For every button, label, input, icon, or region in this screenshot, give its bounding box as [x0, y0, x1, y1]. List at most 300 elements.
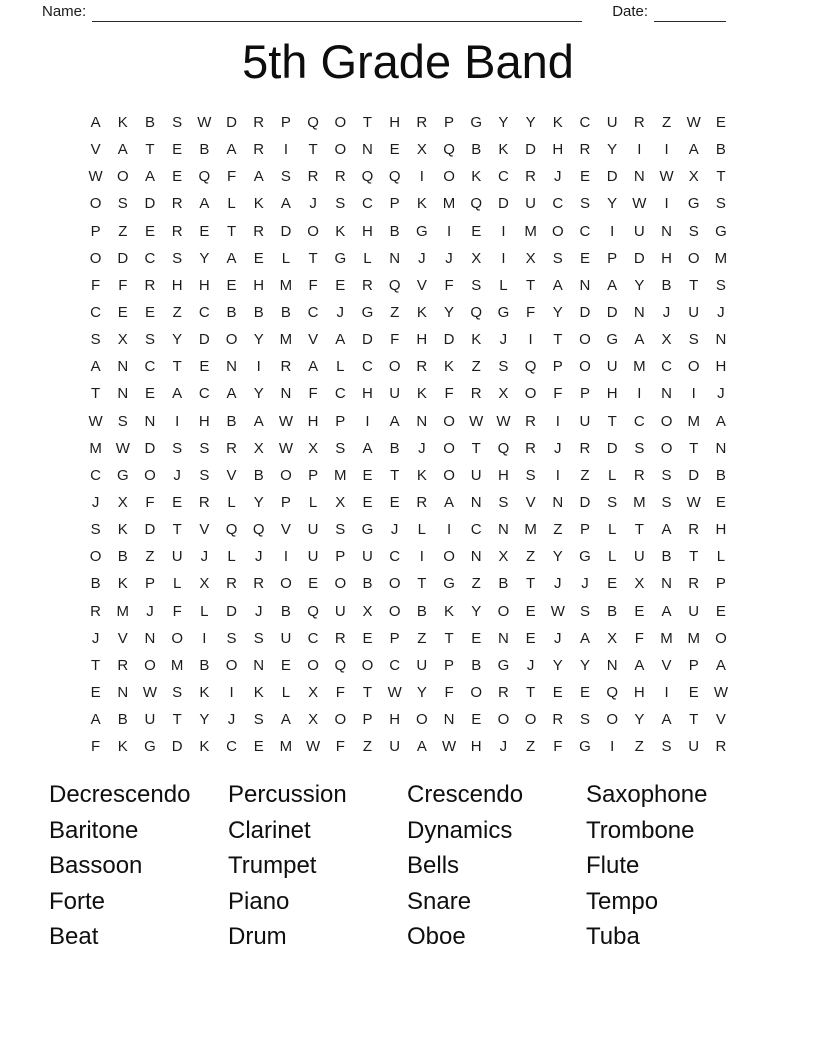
- grid-letter: Q: [252, 521, 265, 539]
- grid-letter: K: [552, 114, 563, 132]
- grid-letter: L: [281, 684, 291, 702]
- grid-letter: B: [607, 602, 618, 620]
- grid-letter: Y: [172, 331, 183, 349]
- grid-letter: Y: [444, 304, 455, 322]
- grid-letter: I: [664, 195, 669, 213]
- grid-letter: R: [688, 575, 700, 593]
- grid-letter: R: [171, 222, 183, 240]
- grid-letter: A: [226, 141, 237, 159]
- grid-letter: L: [607, 521, 617, 539]
- grid-letter: M: [279, 331, 293, 349]
- grid-letter: E: [362, 494, 373, 512]
- name-label: Name:: [42, 3, 87, 20]
- grid-letter: E: [90, 684, 101, 702]
- grid-letter: G: [361, 521, 374, 539]
- grid-letter: B: [715, 141, 726, 159]
- grid-letter: J: [418, 439, 426, 457]
- grid-letter: I: [528, 331, 533, 349]
- grid-letter: E: [253, 738, 264, 756]
- grid-letter: G: [443, 575, 455, 593]
- word-bank-column: [228, 777, 407, 955]
- grid-letter: U: [144, 711, 156, 729]
- grid-letter: L: [716, 548, 726, 566]
- grid-letter: T: [145, 141, 155, 159]
- grid-letter: W: [142, 684, 158, 702]
- grid-letter: J: [581, 575, 589, 593]
- grid-letter: F: [335, 738, 345, 756]
- grid-letter: E: [607, 575, 618, 593]
- grid-letter: S: [715, 195, 726, 213]
- grid-letter: H: [389, 114, 401, 132]
- grid-letter: O: [497, 602, 510, 620]
- grid-letter: P: [579, 521, 590, 539]
- grid-letter: E: [634, 602, 645, 620]
- grid-letter: T: [172, 521, 182, 539]
- grid-letter: B: [90, 575, 101, 593]
- grid-letter: P: [607, 249, 618, 267]
- grid-letter: A: [634, 656, 645, 674]
- grid-letter: A: [661, 521, 672, 539]
- header: [42, 0, 774, 22]
- grid-letter: U: [633, 548, 645, 566]
- grid-letter: E: [199, 358, 210, 376]
- grid-letter: T: [390, 466, 400, 484]
- grid-letter: O: [388, 602, 401, 620]
- grid-letter: J: [309, 195, 317, 213]
- grid-letter: K: [416, 195, 427, 213]
- grid-letter: W: [278, 439, 293, 457]
- grid-letter: E: [389, 494, 400, 512]
- grid-letter: D: [579, 304, 591, 322]
- grid-letter: B: [661, 548, 672, 566]
- grid-letter: T: [308, 141, 318, 159]
- grid-letter: F: [335, 684, 345, 702]
- grid-letter: H: [715, 358, 727, 376]
- grid-letter: X: [416, 141, 427, 159]
- grid-letter: J: [418, 249, 426, 267]
- grid-letter: F: [145, 494, 155, 512]
- grid-letter: C: [307, 304, 319, 322]
- grid-letter: G: [334, 249, 347, 267]
- grid-letter: E: [226, 276, 237, 294]
- grid-letter: N: [715, 331, 727, 349]
- grid-letter: B: [280, 602, 291, 620]
- grid-letter: O: [361, 656, 374, 674]
- grid-letter: T: [553, 331, 563, 349]
- grid-letter: Z: [172, 304, 182, 322]
- grid-letter: S: [199, 439, 210, 457]
- grid-letter: D: [144, 439, 156, 457]
- grid-letter: S: [688, 331, 699, 349]
- grid-letter: B: [389, 222, 400, 240]
- grid-letter: B: [253, 304, 264, 322]
- grid-letter: S: [117, 195, 128, 213]
- grid-letter: M: [442, 195, 456, 213]
- grid-letter: H: [307, 412, 319, 430]
- grid-letter: H: [606, 385, 618, 403]
- grid-letter: T: [417, 575, 427, 593]
- grid-letter: N: [144, 412, 156, 430]
- grid-letter: N: [280, 385, 292, 403]
- grid-letter: S: [607, 494, 618, 512]
- grid-letter: O: [307, 656, 319, 674]
- grid-letter: I: [419, 168, 424, 186]
- grid-letter: I: [610, 738, 615, 756]
- grid-letter: Q: [307, 114, 319, 132]
- word-item: Piano: [228, 887, 290, 915]
- grid-letter: B: [117, 548, 128, 566]
- grid-letter: G: [606, 331, 618, 349]
- grid-letter: X: [634, 575, 645, 593]
- grid-letter: P: [335, 548, 346, 566]
- grid-letter: I: [446, 222, 452, 240]
- grid-letter: C: [226, 738, 237, 756]
- grid-letter: C: [90, 304, 102, 322]
- grid-letter: Y: [525, 114, 536, 132]
- grid-letter: M: [89, 439, 102, 457]
- grid-letter: N: [389, 249, 401, 267]
- grid-letter: O: [388, 358, 401, 376]
- grid-letter: B: [226, 412, 237, 430]
- grid-letter: S: [579, 195, 590, 213]
- grid-letter: R: [497, 684, 509, 702]
- grid-letter: I: [664, 684, 669, 702]
- grid-letter: H: [362, 222, 373, 240]
- grid-letter: O: [144, 656, 156, 674]
- grid-letter: C: [144, 358, 156, 376]
- word-item: Tuba: [586, 923, 640, 951]
- grid-letter: U: [307, 521, 319, 539]
- grid-letter: I: [419, 548, 424, 566]
- grid-letter: O: [334, 575, 347, 593]
- grid-letter: F: [444, 385, 454, 403]
- grid-letter: C: [198, 304, 210, 322]
- grid-letter: E: [172, 168, 183, 186]
- grid-letter: J: [254, 602, 263, 620]
- grid-letter: R: [334, 168, 346, 186]
- grid-letter: B: [144, 114, 155, 132]
- page-title: 5th Grade Band: [242, 35, 574, 88]
- grid-letter: R: [552, 711, 564, 729]
- grid-letter: T: [689, 439, 699, 457]
- grid-letter: X: [525, 249, 536, 267]
- grid-letter: I: [637, 141, 642, 159]
- grid-letter: D: [117, 249, 129, 267]
- grid-letter: E: [253, 249, 264, 267]
- grid-letter: D: [688, 466, 700, 484]
- grid-letter: A: [607, 276, 618, 294]
- grid-letter: C: [389, 656, 401, 674]
- grid-letter: Z: [471, 358, 481, 376]
- grid-letter: T: [308, 249, 318, 267]
- grid-letter: X: [253, 439, 264, 457]
- grid-letter: J: [554, 168, 562, 186]
- grid-letter: V: [308, 331, 319, 349]
- grid-letter: X: [199, 575, 210, 593]
- grid-letter: E: [144, 304, 155, 322]
- grid-letter: A: [552, 276, 563, 294]
- grid-letter: I: [501, 249, 506, 267]
- grid-letter: P: [90, 222, 101, 240]
- grid-letter: O: [660, 412, 673, 430]
- grid-letter: A: [715, 656, 726, 674]
- grid-letter: N: [606, 656, 618, 674]
- grid-letter: G: [416, 222, 428, 240]
- grid-letter: Y: [253, 494, 264, 512]
- grid-letter: O: [443, 412, 455, 430]
- grid-letter: X: [308, 439, 319, 457]
- word-item: Forte: [49, 887, 106, 915]
- grid-letter: C: [579, 222, 591, 240]
- grid-letter: Z: [526, 738, 536, 756]
- grid-letter: I: [365, 412, 370, 430]
- grid-letter: N: [661, 385, 672, 403]
- grid-letter: S: [661, 466, 672, 484]
- grid-letter: E: [525, 629, 536, 647]
- word-item: Crescendo: [407, 781, 524, 808]
- grid-letter: O: [116, 168, 129, 186]
- grid-letter: T: [607, 412, 617, 430]
- grid-letter: H: [362, 385, 373, 403]
- grid-letter: O: [443, 168, 455, 186]
- grid-letter: N: [144, 629, 156, 647]
- grid-letter: J: [554, 575, 562, 593]
- grid-letter: S: [172, 684, 183, 702]
- word-item: Oboe: [407, 923, 466, 951]
- grid-letter: L: [172, 575, 182, 593]
- grid-letter: N: [633, 168, 645, 186]
- grid-letter: R: [579, 439, 591, 457]
- grid-letter: A: [90, 358, 101, 376]
- grid-letter: F: [226, 168, 237, 186]
- grid-letter: Z: [634, 738, 644, 756]
- grid-letter: J: [445, 249, 453, 267]
- grid-letter: E: [715, 494, 726, 512]
- grid-letter: T: [689, 276, 699, 294]
- grid-letter: D: [606, 168, 618, 186]
- grid-letter: W: [441, 738, 457, 756]
- word-item: Tempo: [586, 887, 659, 915]
- grid-letter: I: [501, 222, 506, 240]
- grid-letter: Y: [579, 656, 590, 674]
- grid-letter: K: [253, 684, 264, 702]
- grid-letter: A: [90, 114, 101, 132]
- grid-letter: K: [199, 684, 210, 702]
- grid-letter: S: [525, 466, 536, 484]
- grid-letter: O: [388, 575, 401, 593]
- grid-letter: B: [389, 439, 400, 457]
- grid-letter: S: [498, 358, 509, 376]
- grid-letter: H: [416, 331, 428, 349]
- grid-letter: O: [687, 358, 700, 376]
- grid-letter: F: [634, 629, 644, 647]
- grid-letter: P: [389, 195, 400, 213]
- grid-letter: B: [226, 304, 237, 322]
- grid-letter: F: [444, 276, 454, 294]
- grid-letter: G: [497, 304, 510, 322]
- grid-letter: S: [471, 276, 482, 294]
- grid-letter: R: [362, 276, 373, 294]
- grid-letter: M: [633, 494, 646, 512]
- grid-letter: E: [471, 222, 482, 240]
- grid-letter: V: [715, 711, 726, 729]
- grid-letter: E: [172, 141, 183, 159]
- grid-letter: O: [334, 711, 347, 729]
- grid-letter: S: [144, 331, 155, 349]
- grid-letter: Q: [524, 358, 537, 376]
- grid-letter: M: [170, 656, 184, 674]
- grid-letter: R: [171, 195, 183, 213]
- grid-letter: Z: [390, 304, 400, 322]
- grid-letter: R: [307, 168, 319, 186]
- grid-letter: P: [579, 385, 590, 403]
- grid-letter: N: [497, 521, 509, 539]
- word-item: Bassoon: [49, 852, 143, 880]
- grid-letter: R: [334, 629, 346, 647]
- grid-letter: T: [362, 684, 373, 702]
- grid-letter: Q: [606, 684, 618, 702]
- grid-letter: C: [362, 358, 373, 376]
- grid-letter: H: [389, 711, 401, 729]
- date-blank-line: [654, 5, 726, 22]
- grid-letter: B: [498, 575, 509, 593]
- grid-letter: E: [715, 602, 726, 620]
- grid-letter: R: [525, 439, 537, 457]
- grid-letter: D: [171, 738, 183, 756]
- grid-letter: W: [197, 114, 212, 132]
- grid-letter: E: [280, 656, 291, 674]
- grid-letter: F: [308, 385, 318, 403]
- grid-letter: S: [280, 168, 291, 186]
- grid-letter: L: [227, 195, 236, 213]
- grid-letter: V: [661, 656, 672, 674]
- grid-letter: I: [555, 466, 560, 484]
- grid-letter: Z: [145, 548, 155, 566]
- grid-letter: W: [88, 168, 103, 186]
- grid-letter: L: [227, 494, 236, 512]
- grid-letter: J: [146, 602, 154, 620]
- grid-letter: R: [416, 358, 428, 376]
- grid-letter: J: [554, 629, 562, 647]
- grid-letter: T: [716, 168, 726, 186]
- grid-letter: I: [283, 141, 288, 159]
- grid-letter: C: [661, 358, 672, 376]
- grid-letter: U: [606, 358, 618, 376]
- grid-letter: U: [389, 385, 401, 403]
- grid-letter: T: [526, 575, 536, 593]
- grid-letter: X: [688, 168, 699, 186]
- grid-letter: C: [307, 629, 319, 647]
- grid-letter: E: [362, 466, 373, 484]
- grid-letter: Q: [361, 168, 374, 186]
- grid-letter: R: [144, 276, 156, 294]
- grid-letter: O: [280, 466, 292, 484]
- grid-letter: I: [175, 412, 180, 430]
- grid-letter: E: [525, 602, 536, 620]
- grid-letter: Q: [470, 195, 483, 213]
- grid-letter: O: [660, 439, 673, 457]
- grid-letter: O: [334, 141, 347, 159]
- grid-letter: T: [91, 656, 101, 674]
- grid-letter: E: [552, 684, 563, 702]
- grid-letter: T: [689, 711, 699, 729]
- grid-letter: I: [202, 629, 207, 647]
- grid-letter: A: [226, 249, 237, 267]
- grid-letter: J: [336, 304, 345, 322]
- grid-letter: P: [308, 466, 319, 484]
- grid-letter: P: [444, 114, 455, 132]
- word-item: Percussion: [228, 781, 347, 808]
- grid-letter: M: [334, 466, 347, 484]
- grid-letter: A: [199, 195, 210, 213]
- grid-letter: O: [443, 439, 455, 457]
- grid-letter: O: [334, 114, 347, 132]
- grid-letter: X: [362, 602, 373, 620]
- grid-letter: J: [91, 629, 100, 647]
- grid-letter: H: [497, 466, 509, 484]
- grid-letter: E: [471, 711, 482, 729]
- grid-letter: A: [280, 711, 291, 729]
- grid-letter: I: [555, 412, 560, 430]
- grid-letter: A: [90, 711, 101, 729]
- grid-letter: R: [416, 114, 428, 132]
- word-bank: [49, 777, 765, 955]
- grid-letter: D: [198, 331, 210, 349]
- grid-letter: C: [362, 195, 373, 213]
- grid-letter: I: [610, 222, 615, 240]
- grid-letter: D: [362, 331, 373, 349]
- grid-letter: B: [362, 575, 373, 593]
- grid-letter: L: [417, 521, 427, 539]
- grid-letter: D: [280, 222, 292, 240]
- grid-letter: E: [471, 629, 482, 647]
- grid-letter: F: [390, 331, 400, 349]
- grid-letter: R: [579, 141, 591, 159]
- grid-letter: V: [226, 466, 237, 484]
- grid-letter: U: [633, 222, 645, 240]
- grid-letter: T: [444, 629, 454, 647]
- grid-letter: Q: [470, 304, 483, 322]
- grid-letter: Q: [225, 521, 238, 539]
- grid-letter: U: [525, 195, 537, 213]
- grid-letter: E: [389, 141, 400, 159]
- grid-letter: R: [280, 358, 292, 376]
- grid-letter: S: [335, 195, 346, 213]
- grid-letter: W: [115, 439, 130, 457]
- grid-letter: B: [253, 466, 264, 484]
- grid-letter: C: [90, 466, 102, 484]
- grid-letter: K: [471, 168, 482, 186]
- grid-letter: E: [144, 385, 155, 403]
- grid-letter: O: [89, 195, 102, 213]
- grid-letter: R: [633, 466, 645, 484]
- grid-letter: S: [226, 629, 237, 647]
- grid-letter: O: [551, 222, 564, 240]
- grid-letter: J: [526, 656, 535, 674]
- grid-letter: H: [470, 738, 482, 756]
- grid-letter: B: [471, 656, 482, 674]
- grid-letter: L: [336, 358, 345, 376]
- grid-letter: G: [579, 738, 591, 756]
- grid-letter: G: [144, 738, 156, 756]
- grid-letter: S: [579, 602, 590, 620]
- grid-letter: X: [308, 711, 319, 729]
- grid-letter: O: [171, 629, 183, 647]
- grid-letter: C: [198, 385, 210, 403]
- grid-letter: H: [552, 141, 564, 159]
- grid-letter: U: [688, 602, 700, 620]
- grid-letter: T: [526, 684, 536, 702]
